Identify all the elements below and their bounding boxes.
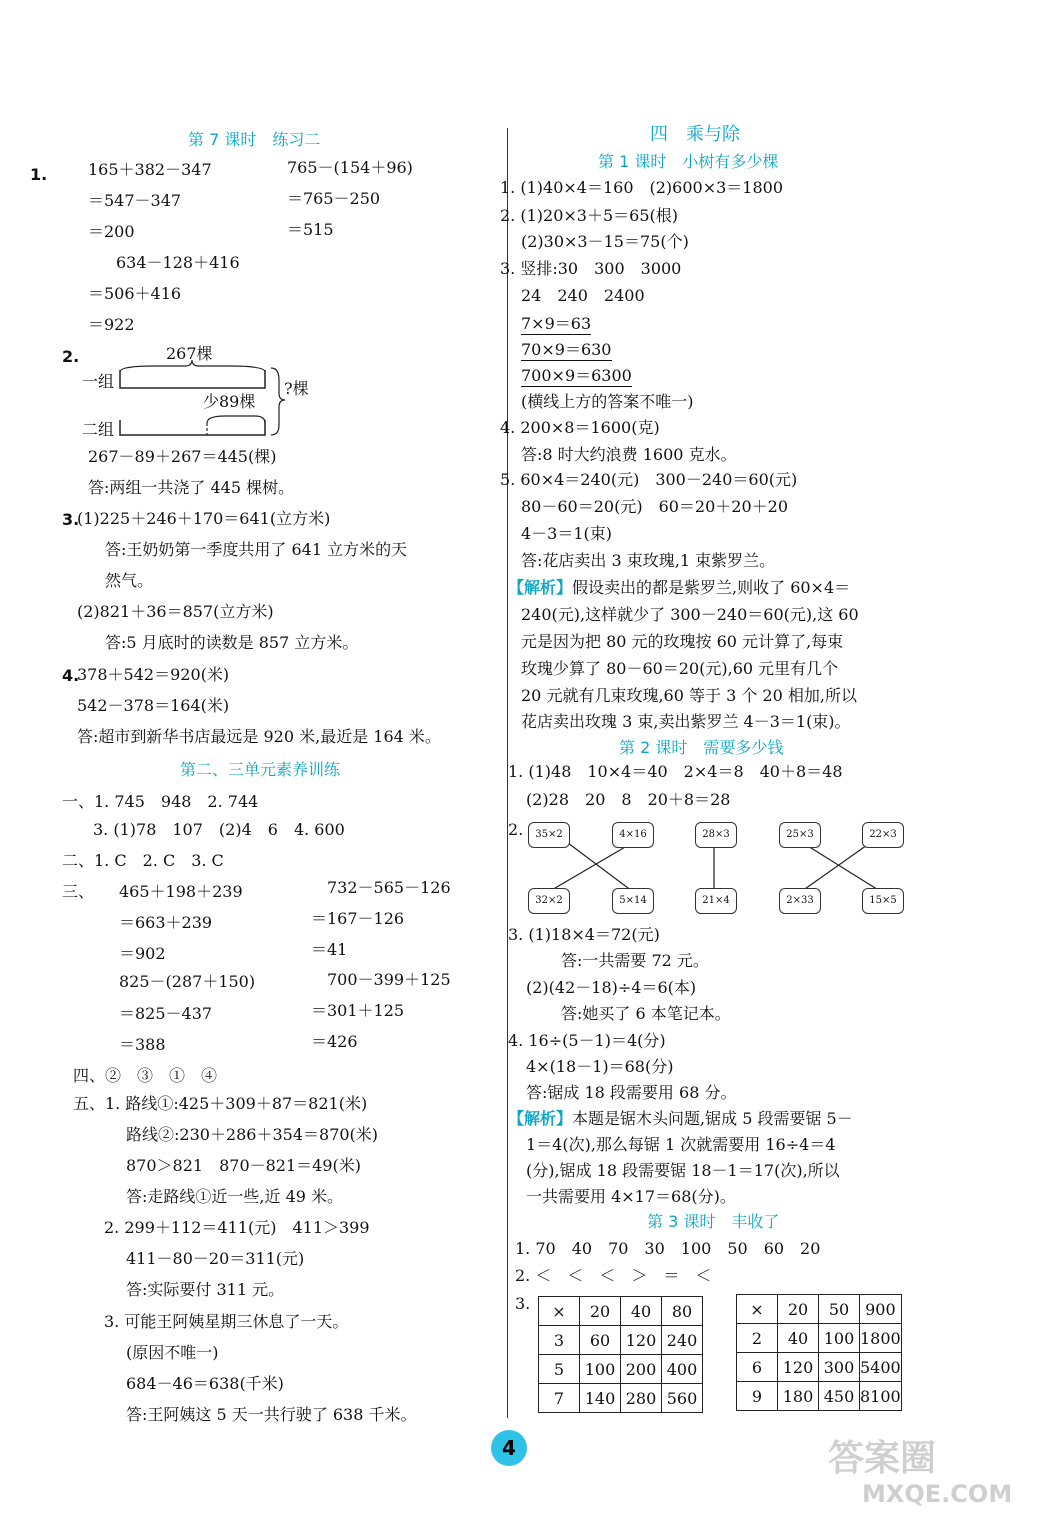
table-cell: 3 xyxy=(539,1326,580,1355)
table-cell: 120 xyxy=(621,1326,662,1355)
table-cell: × xyxy=(539,1297,580,1326)
unit-title: 四 乘与除 xyxy=(650,124,740,145)
q2-label-total: ?棵 xyxy=(284,379,309,398)
match-bottom-1: 32×2 xyxy=(528,888,570,914)
q2-calc: 267－89＋267＝445(棵) xyxy=(88,447,277,466)
analysis1-line6: 花店卖出玫瑰 3 束,卖出紫罗兰 4－3＝1(束)。 xyxy=(521,712,851,731)
q1-a-line3: ＝200 xyxy=(88,222,135,241)
l1-line3: (2)30×3－15＝75(个) xyxy=(521,232,689,251)
part3-c2: ＝825－437 xyxy=(119,1004,213,1023)
table-cell: 100 xyxy=(580,1355,621,1384)
table-cell: 9 xyxy=(737,1382,778,1411)
match-top-2: 4×16 xyxy=(612,822,654,848)
table-cell: 7 xyxy=(539,1384,580,1413)
l1-line11: 答:8 时大约浪费 1600 克水。 xyxy=(521,445,737,464)
page-number: 4 xyxy=(491,1430,527,1466)
table-cell: 1800 xyxy=(860,1324,902,1353)
q3-line4: (2)821＋36＝857(立方米) xyxy=(77,602,274,621)
part1-line2: 3. (1)78 107 (2)4 6 4. 600 xyxy=(93,820,345,839)
unit-review-title: 第二、三单元素养训练 xyxy=(180,760,341,779)
part5-line10: 684－46＝638(千米) xyxy=(126,1374,284,1393)
l1-line12: 5. 60×4＝240(元) 300－240＝60(元) xyxy=(500,470,798,489)
table-cell: 80 xyxy=(662,1297,703,1326)
table-cell: 140 xyxy=(580,1384,621,1413)
l2-line2: (2)28 20 8 20＋8＝28 xyxy=(526,790,731,809)
part4-line: 四、② ③ ① ④ xyxy=(73,1066,218,1085)
analysis1-line1 xyxy=(508,578,850,598)
table-row xyxy=(737,1382,902,1411)
lesson1-title: 第 1 课时 小树有多少棵 xyxy=(598,152,779,171)
part5-line1: 五、1. 路线①:425＋309＋87＝821(米) xyxy=(73,1094,368,1113)
part3-a2: ＝663＋239 xyxy=(119,913,213,932)
table-cell: 200 xyxy=(621,1355,662,1384)
part3-b1: 732－565－126 xyxy=(327,878,451,897)
lesson2-title: 第 2 课时 需要多少钱 xyxy=(619,738,784,757)
q2-segment-diagram xyxy=(115,360,290,440)
table-cell: 60 xyxy=(580,1326,621,1355)
match-top-1: 35×2 xyxy=(528,822,570,848)
table-cell: 6 xyxy=(737,1353,778,1382)
q1-a-line1: 165＋382－347 xyxy=(88,160,212,179)
table-row xyxy=(539,1384,703,1413)
analysis2-line2: 1＝4(次),那么每锯 1 次就需要用 16÷4＝4 xyxy=(526,1135,836,1154)
analysis1-line4: 玫瑰少算了 80－60＝20(元),60 元里有几个 xyxy=(521,659,839,678)
analysis1-line3: 元是因为把 80 元的玫瑰按 60 元计算了,每束 xyxy=(521,632,844,651)
lesson7-title: 第 7 课时 练习二 xyxy=(188,130,321,149)
l1-line1: 1. (1)40×4＝160 (2)600×3＝1800 xyxy=(500,178,784,197)
analysis1-line2: 240(元),这样就少了 300－240＝60(元),这 60 xyxy=(521,605,859,624)
q2-label-row2: 二组 xyxy=(82,420,115,439)
part3-c3: ＝388 xyxy=(119,1035,166,1054)
l1-line2: 2. (1)20×3＋5＝65(根) xyxy=(500,206,678,225)
l1-line13: 80－60＝20(元) 60＝20＋20＋20 xyxy=(521,497,789,516)
table-cell: 2 xyxy=(737,1324,778,1353)
table-cell: 40 xyxy=(621,1297,662,1326)
table-cell: 900 xyxy=(860,1295,902,1324)
l1-line4: 3. 竖排:30 300 3000 xyxy=(500,259,682,278)
table-row xyxy=(539,1326,703,1355)
table-cell: 8100 xyxy=(860,1382,902,1411)
q1-b-line1: 765－(154＋96) xyxy=(287,158,413,177)
q1-b-line3: ＝515 xyxy=(287,220,334,239)
l2-line5: 答:一共需要 72 元。 xyxy=(561,951,709,970)
multiplication-table-1 xyxy=(538,1296,703,1413)
q3-line1: (1)225＋246＋170＝641(立方米) xyxy=(77,509,331,528)
part5-line4: 答:走路线①近一些,近 49 米。 xyxy=(126,1187,344,1206)
analysis2-tag: 【解析】 xyxy=(508,1109,573,1128)
match-top-5: 22×3 xyxy=(862,822,904,848)
part5-line2: 路线②:230＋286＋354＝870(米) xyxy=(126,1125,379,1144)
analysis2-line4: 一共需要用 4×17＝68(分)。 xyxy=(526,1187,736,1206)
l3-line2: 2. ＜ ＜ ＜ ＞ ＝ ＜ xyxy=(515,1266,712,1285)
q2-label-row1: 一组 xyxy=(82,372,115,391)
part3-a1: 465＋198＋239 xyxy=(119,882,243,901)
part3-d3: ＝426 xyxy=(311,1032,358,1051)
part1-line1: 一、1. 745 948 2. 744 xyxy=(62,792,259,811)
part5-line11: 答:王阿姨这 5 天一共行驶了 638 千米。 xyxy=(126,1405,417,1424)
match-bottom-5: 15×5 xyxy=(862,888,904,914)
q3-line3: 然气。 xyxy=(105,571,154,590)
q3-line2: 答:王奶奶第一季度共用了 641 立方米的天 xyxy=(105,540,408,559)
match-bottom-3: 21×4 xyxy=(695,888,737,914)
part2-line: 二、1. C 2. C 3. C xyxy=(62,851,224,870)
table-cell: 120 xyxy=(778,1353,819,1382)
lesson3-title: 第 3 课时 丰收了 xyxy=(647,1212,780,1231)
table-cell: × xyxy=(737,1295,778,1324)
table-cell: 450 xyxy=(819,1382,860,1411)
table-cell: 300 xyxy=(819,1353,860,1382)
watermark-logo: 答案圈 xyxy=(828,1438,937,1479)
l2-line1: 1. (1)48 10×4＝40 2×4＝8 40＋8＝48 xyxy=(508,762,843,781)
q1-c-line3: ＝922 xyxy=(88,315,135,334)
q2-answer: 答:两组一共浇了 445 棵树。 xyxy=(88,478,295,497)
q2-label-less: 少89棵 xyxy=(203,392,256,411)
table-cell: 240 xyxy=(662,1326,703,1355)
analysis1-line5: 20 元就有几束玫瑰,60 等于 3 个 20 相加,所以 xyxy=(521,686,857,705)
part5-line7: 答:实际要付 311 元。 xyxy=(126,1280,285,1299)
part3-c1: 825－(287＋150) xyxy=(119,972,256,991)
l1-line10: 4. 200×8＝1600(克) xyxy=(500,418,660,437)
q2-label-top: 267棵 xyxy=(166,344,213,363)
analysis2-line1 xyxy=(508,1109,853,1129)
multiplication-table-2 xyxy=(736,1294,902,1411)
l3-line1: 1. 70 40 70 30 100 50 60 20 xyxy=(515,1239,821,1258)
table-cell: 280 xyxy=(621,1384,662,1413)
table-row xyxy=(737,1353,902,1382)
l1-line15: 答:花店卖出 3 束玫瑰,1 束紫罗兰。 xyxy=(521,551,776,570)
part5-line3: 870＞821 870－821＝49(米) xyxy=(126,1156,362,1175)
table-cell: 180 xyxy=(778,1382,819,1411)
table-cell: 5400 xyxy=(860,1353,902,1382)
table-cell: 400 xyxy=(662,1355,703,1384)
table-row xyxy=(539,1297,703,1326)
q3-number: 3. xyxy=(62,510,80,529)
table-cell: 20 xyxy=(778,1295,819,1324)
q1-a-line2: ＝547－347 xyxy=(88,191,182,210)
l1-line8: 700×9＝6300 xyxy=(521,366,632,385)
q1-b-line2: ＝765－250 xyxy=(287,189,381,208)
q1-c-line2: ＝506＋416 xyxy=(88,284,182,303)
analysis2-text1: 本题是锯木头问题,锯成 5 段需要锯 5－ xyxy=(572,1109,853,1128)
l2-line4: 3. (1)18×4＝72(元) xyxy=(508,925,660,944)
analysis1-tag: 【解析】 xyxy=(508,578,573,597)
part3-label: 三、 xyxy=(62,882,95,901)
table-row xyxy=(737,1295,902,1324)
match-top-4: 25×3 xyxy=(779,822,821,848)
part3-b3: ＝41 xyxy=(311,940,348,959)
l2-line3: 2. xyxy=(508,820,524,839)
table-cell: 50 xyxy=(819,1295,860,1324)
q4-line2: 542－378＝164(米) xyxy=(77,696,230,715)
q4-number: 4. xyxy=(62,666,80,685)
part5-line6: 411－80－20＝311(元) xyxy=(126,1249,305,1268)
table-row xyxy=(539,1355,703,1384)
table-cell: 20 xyxy=(580,1297,621,1326)
l1-line5: 24 240 2400 xyxy=(521,286,645,305)
q1-number: 1. xyxy=(30,165,48,184)
watermark-url: MXQE.COM xyxy=(862,1480,1013,1508)
part3-b2: ＝167－126 xyxy=(311,909,405,928)
q3-line5: 答:5 月底时的读数是 857 立方米。 xyxy=(105,633,359,652)
part5-line8: 3. 可能王阿姨星期三休息了一天。 xyxy=(104,1312,349,1331)
part3-a3: ＝902 xyxy=(119,944,166,963)
q1-c-line1: 634－128＋416 xyxy=(116,253,240,272)
match-top-3: 28×3 xyxy=(695,822,737,848)
l1-line6: 7×9＝63 xyxy=(521,314,592,333)
analysis2-line3: (分),锯成 18 段需要锯 18－1＝17(次),所以 xyxy=(526,1161,840,1180)
l1-line9: (横线上方的答案不唯一) xyxy=(521,392,694,411)
q4-line3: 答:超市到新华书店最远是 920 米,最近是 164 米。 xyxy=(77,727,441,746)
l2-line7: 答:她买了 6 本笔记本。 xyxy=(561,1004,731,1023)
table-cell: 40 xyxy=(778,1324,819,1353)
part5-line9: (原因不唯一) xyxy=(126,1343,219,1362)
l2-line6: (2)(42－18)÷4＝6(本) xyxy=(526,978,697,997)
match-bottom-4: 2×33 xyxy=(779,888,821,914)
l1-line7: 70×9＝630 xyxy=(521,340,612,359)
l1-line14: 4－3＝1(束) xyxy=(521,524,613,543)
l2-line8: 4. 16÷(5－1)＝4(分) xyxy=(508,1031,666,1050)
table-cell: 560 xyxy=(662,1384,703,1413)
q2-number: 2. xyxy=(62,347,80,366)
analysis1-text1: 假设卖出的都是紫罗兰,则收了 60×4＝ xyxy=(572,578,851,597)
table-cell: 5 xyxy=(539,1355,580,1384)
table-row xyxy=(737,1324,902,1353)
q4-line1: 378＋542＝920(米) xyxy=(77,665,230,684)
table-cell: 100 xyxy=(819,1324,860,1353)
l3-line3: 3. xyxy=(515,1294,531,1313)
match-bottom-2: 5×14 xyxy=(612,888,654,914)
part3-d2: ＝301＋125 xyxy=(311,1001,405,1020)
part3-d1: 700－399＋125 xyxy=(327,970,451,989)
l2-line10: 答:锯成 18 段需要用 68 分。 xyxy=(526,1083,737,1102)
l2-line9: 4×(18－1)＝68(分) xyxy=(526,1057,674,1076)
part5-line5: 2. 299＋112＝411(元) 411＞399 xyxy=(104,1218,370,1237)
